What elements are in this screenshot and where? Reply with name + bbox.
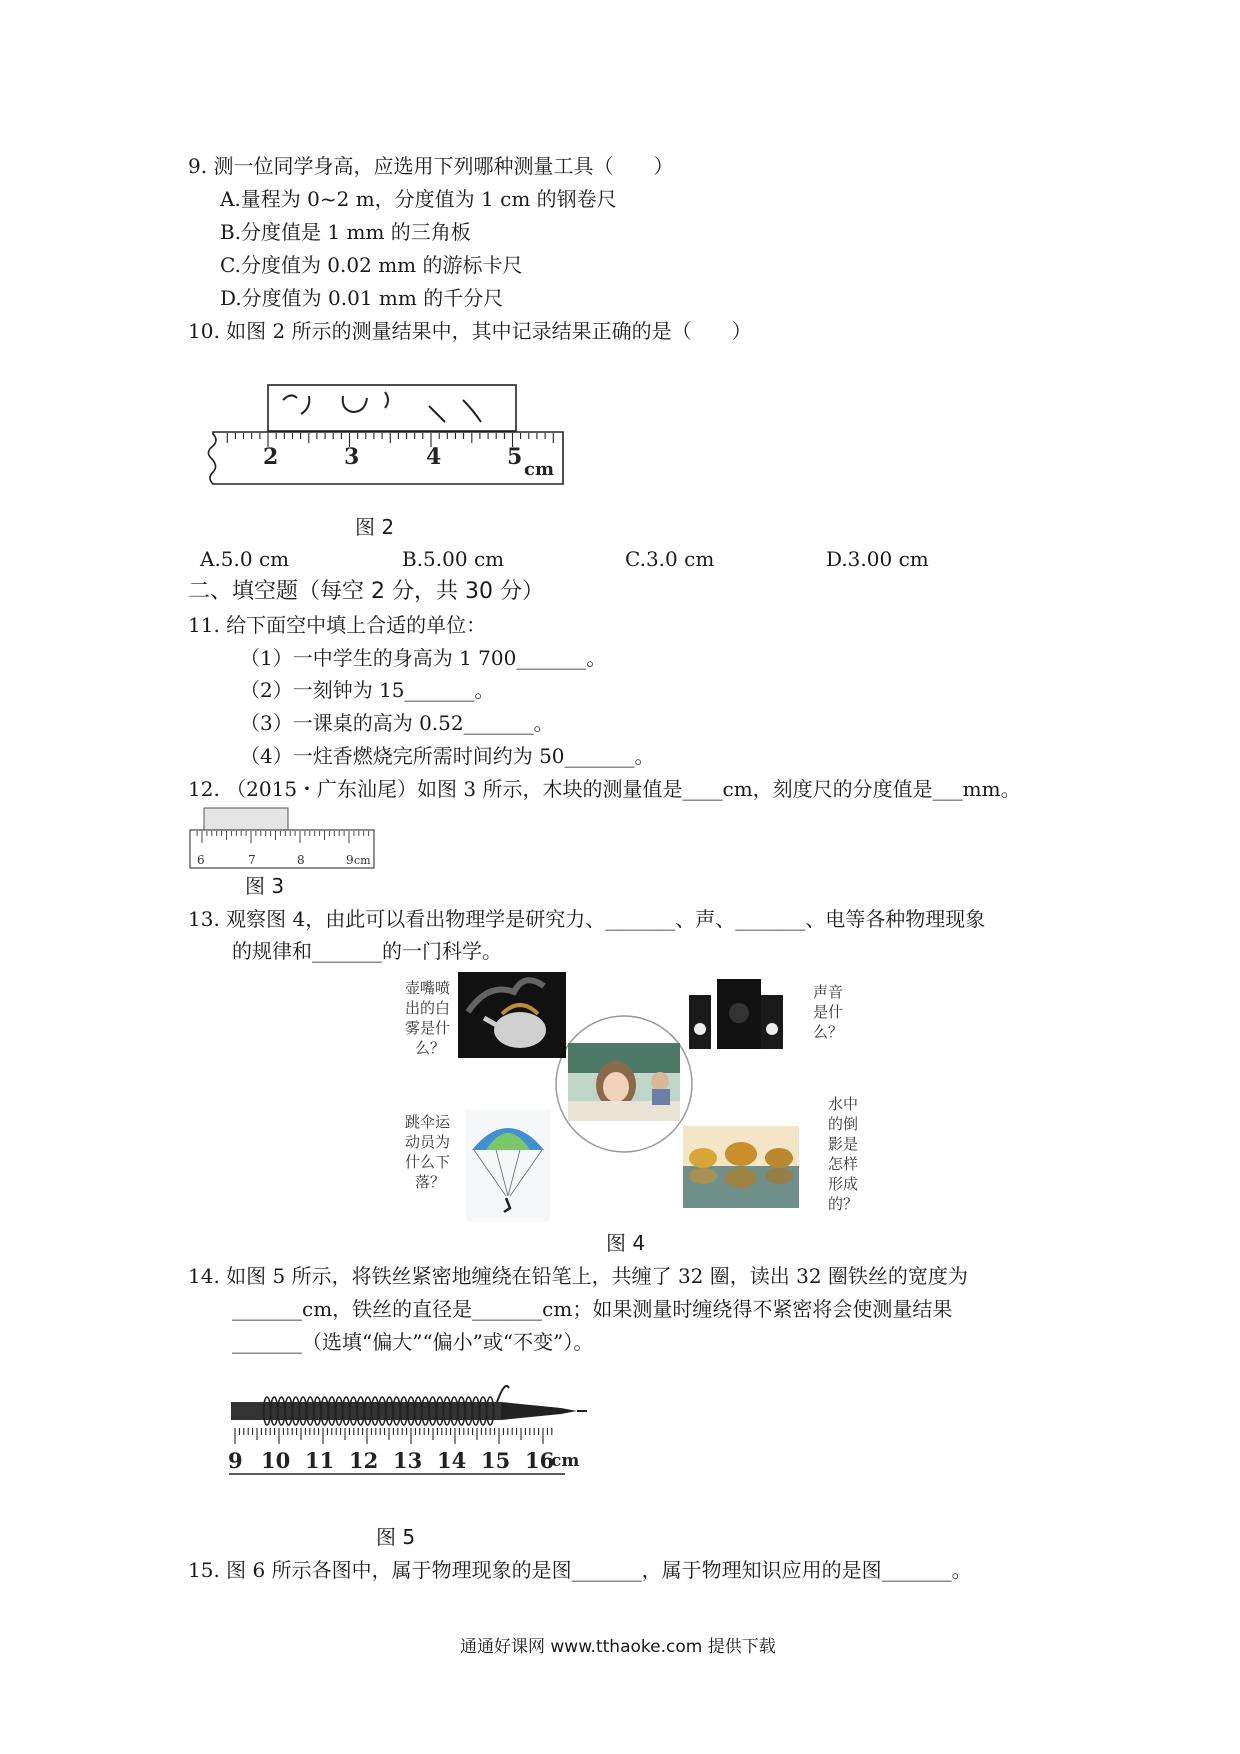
ruler-unit: cm <box>524 459 555 480</box>
figure-5-pencil-ruler <box>225 1368 595 1480</box>
ruler-label: 16 <box>525 1448 555 1473</box>
q11-stem: 11. 给下面空中填上合适的单位： <box>188 613 487 637</box>
section-title: 二、填空题（每空 2 分，共 30 分） <box>188 579 544 604</box>
ruler-label: 10 <box>261 1448 291 1473</box>
q12-stem: 12. （2015・广东汕尾）如图 3 所示，木块的测量值是____cm，刻度尺的分度值是___mm。 <box>188 777 1021 801</box>
q9-stem: 9. 测一位同学身高，应选用下列哪种测量工具（ ） <box>188 154 674 178</box>
ruler-unit: cm <box>354 854 371 867</box>
q11-item: （2）一刻钟为 15_______。 <box>240 678 495 702</box>
q11-item: （3）一课桌的高为 0.52_______。 <box>240 711 554 735</box>
q9-option-c: C.分度值为 0.02 mm 的游标卡尺 <box>220 253 523 277</box>
figure-3-caption: 图 3 <box>245 874 285 898</box>
q14-line2: _______cm，铁丝的直径是_______cm；如果测量时缠绕得不紧密将会使测量结果 <box>232 1297 953 1321</box>
q10-stem: 10. 如图 2 所示的测量结果中，其中记录结果正确的是（ ） <box>188 319 752 343</box>
speakers-photo <box>685 975 785 1051</box>
q9-option-d: D.分度值为 0.01 mm 的千分尺 <box>220 286 504 310</box>
figure-5-caption: 图 5 <box>376 1525 416 1549</box>
ruler-label: 9 <box>346 853 354 867</box>
parachute-photo <box>466 1110 550 1222</box>
kettle-photo <box>458 972 566 1058</box>
ruler-label: 14 <box>437 1448 467 1473</box>
q9-option-a: A.量程为 0~2 m，分度值为 1 cm 的钢卷尺 <box>220 187 617 211</box>
ruler-label: 2 <box>263 444 279 470</box>
q13-line1: 13. 观察图 4，由此可以看出物理学是研究力、_______、声、_______、电等各种物理现象 <box>188 907 986 931</box>
footer-credit: 通通好课网 www.tthaoke.com 提供下载 <box>460 1637 776 1657</box>
ruler-label: 11 <box>305 1448 335 1473</box>
q11-item: （1）一中学生的身高为 1 700_______。 <box>240 646 607 670</box>
figure-2-caption: 图 2 <box>355 515 395 539</box>
ruler-label: 8 <box>297 853 305 867</box>
ruler-label: 7 <box>248 853 256 867</box>
q15-stem: 15. 图 6 所示各图中，属于物理现象的是图_______，属于物理知识应用的是图_______。 <box>188 1558 972 1582</box>
q11-item: （4）一炷香燃烧完所需时间约为 50_______。 <box>240 744 655 768</box>
ruler-label: 3 <box>344 444 360 470</box>
ruler-label: 13 <box>393 1448 423 1473</box>
figure-4-collage: 壶嘴喷 出的白 雾是什 么？ 声音 是什 么？ 跳伞运 动员为 什么下 落？ 水中 的倒 影是 怎样 形成 的？ <box>400 970 870 1220</box>
q14-line1: 14. 如图 5 所示，将铁丝紧密地缠绕在铅笔上，共缠了 32 圈，读出 32 圈铁丝的宽度为 <box>188 1264 968 1288</box>
q14-line3: _______（选填“偏大”“偏小”或“不变”）。 <box>232 1330 594 1354</box>
ruler-label: 4 <box>426 444 442 470</box>
ruler-label: 6 <box>197 853 205 867</box>
ruler-label: 5 <box>507 444 523 470</box>
q9-option-b: B.分度值是 1 mm 的三角板 <box>220 220 471 244</box>
figure-3-ruler <box>188 806 378 870</box>
q13-line2: 的规律和_______的一门科学。 <box>232 939 502 963</box>
ruler-label: 12 <box>349 1448 379 1473</box>
ruler-label: 15 <box>481 1448 511 1473</box>
q10-option-d: D.3.00 cm <box>826 547 929 571</box>
ruler-unit: cm <box>551 1451 580 1471</box>
figure-2-ruler <box>205 378 570 490</box>
figure-4-caption: 图 4 <box>606 1231 646 1255</box>
girl-photo <box>568 1043 680 1121</box>
ruler-label: 9 <box>228 1448 243 1473</box>
q10-option-b: B.5.00 cm <box>402 547 505 571</box>
q10-option-a: A.5.0 cm <box>200 547 290 571</box>
reflection-photo <box>683 1126 799 1208</box>
q10-option-c: C.3.0 cm <box>625 547 715 571</box>
